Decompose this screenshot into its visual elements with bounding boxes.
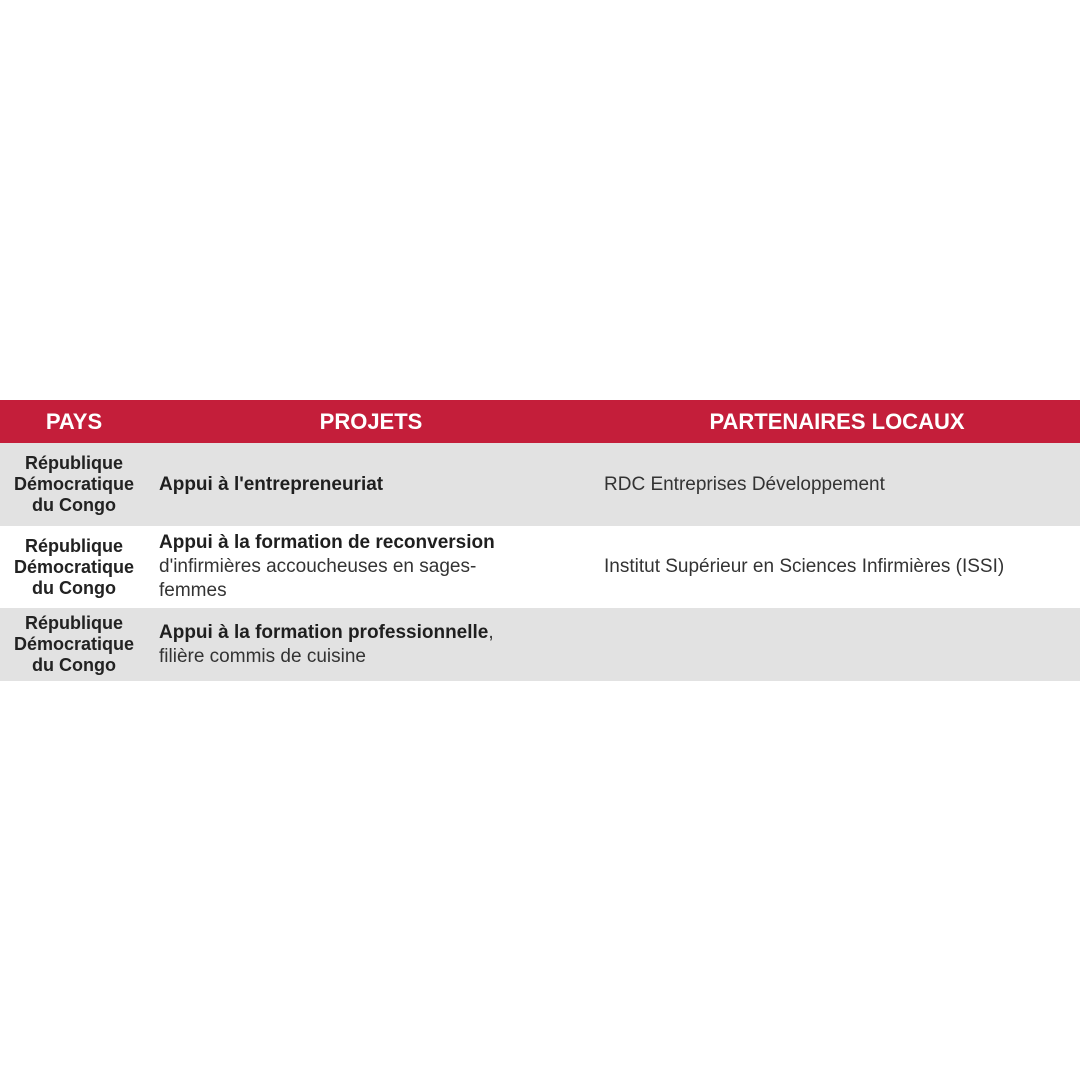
project-cell bbox=[148, 473, 594, 497]
table-row bbox=[0, 526, 1080, 608]
table-row bbox=[0, 608, 1080, 681]
country-line: République bbox=[25, 453, 123, 473]
country-line: du Congo bbox=[32, 577, 116, 598]
table-header bbox=[0, 400, 1080, 443]
country-line: République bbox=[25, 535, 123, 556]
country-line: Démocratique bbox=[13, 556, 135, 577]
country-line: Démocratique bbox=[13, 474, 135, 494]
partner-cell: Institut Supérieur en Sciences Infirmières (ISSI) bbox=[604, 556, 1005, 577]
country-line: Démocratique bbox=[13, 634, 135, 654]
header-pays: PAYS bbox=[45, 408, 103, 434]
header-partenaires: PARTENAIRES LOCAUX bbox=[709, 408, 965, 434]
country-cell bbox=[0, 453, 148, 516]
country-line: du Congo bbox=[32, 655, 116, 675]
project-cell bbox=[148, 621, 594, 669]
header-projets: PROJETS bbox=[319, 408, 423, 434]
country-cell bbox=[0, 536, 148, 599]
country-line: du Congo bbox=[32, 495, 116, 515]
project-title: Appui à la formation de reconversion bbox=[159, 532, 495, 553]
project-detail: d'infirmières accoucheuses en sages-femmes bbox=[159, 556, 477, 601]
project-cell bbox=[148, 531, 594, 603]
country-cell bbox=[0, 613, 148, 676]
project-title: Appui à l'entrepreneuriat bbox=[159, 473, 384, 495]
project-detail: , filière commis de cuisine bbox=[159, 621, 494, 667]
partners-table bbox=[0, 400, 1080, 681]
partner-cell: RDC Entreprises Développement bbox=[604, 473, 885, 495]
table-row bbox=[0, 443, 1080, 526]
country-line: République bbox=[25, 613, 123, 633]
project-title: Appui à la formation professionnelle bbox=[159, 621, 489, 643]
